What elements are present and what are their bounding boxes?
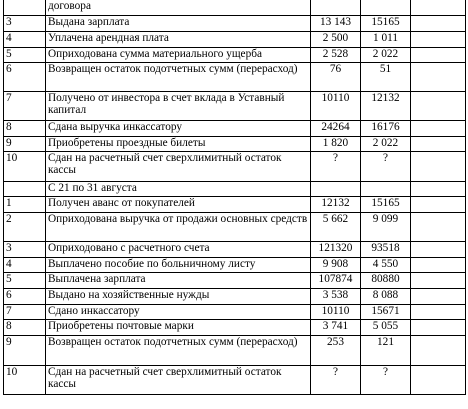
row-number: 8: [4, 121, 46, 137]
row-number: 6: [4, 63, 46, 92]
table-row: [4, 121, 466, 137]
row-description: Оприходована выручка от продажи основных средств: [46, 213, 311, 242]
table-row: [4, 258, 466, 273]
row-description: Выдано на хозяйственные нужды: [46, 289, 311, 305]
table-row: [4, 197, 466, 213]
row-number: 9: [4, 137, 46, 152]
amount-col-b: 4 550: [361, 258, 411, 273]
amount-col-a: ?: [311, 152, 361, 182]
amount-col-b: 121: [361, 336, 411, 366]
amount-col-a: 12132: [311, 197, 361, 213]
row-description: Выдана зарплата: [46, 16, 311, 32]
amount-col-b: 15671: [361, 305, 411, 320]
amount-col-a: ?: [311, 366, 361, 395]
table-row: [4, 152, 466, 182]
empty-cell: [411, 197, 466, 213]
empty-cell: [411, 152, 466, 182]
row-description: Оприходована сумма материального ущерба: [46, 48, 311, 63]
amount-col-a: [311, 182, 361, 197]
table-row: [4, 213, 466, 242]
amount-col-a: 9 908: [311, 258, 361, 273]
amount-col-b: ?: [361, 152, 411, 182]
row-number: 7: [4, 305, 46, 320]
empty-cell: [411, 336, 466, 366]
empty-cell: [411, 182, 466, 197]
row-number: 6: [4, 289, 46, 305]
amount-col-b: 2 022: [361, 137, 411, 152]
empty-cell: [411, 320, 466, 336]
row-number: 9: [4, 336, 46, 366]
table-row: [4, 366, 466, 395]
table-row: [4, 48, 466, 63]
row-description: Выплачена зарплата: [46, 273, 311, 289]
row-number: [4, 0, 46, 16]
amount-col-a: 3 538: [311, 289, 361, 305]
amount-col-b: 9 099: [361, 213, 411, 242]
empty-cell: [411, 137, 466, 152]
amount-col-b: 93518: [361, 242, 411, 258]
table-row: [4, 63, 466, 92]
table-row: [4, 320, 466, 336]
row-description: Приобретены почтовые марки: [46, 320, 311, 336]
row-number: 2: [4, 213, 46, 242]
row-description: Оприходовано с расчетного счета: [46, 242, 311, 258]
section-header-row: [4, 182, 466, 197]
row-description: Возвращен остаток подотчетных сумм (перерасход): [46, 63, 311, 92]
row-description: Уплачена арендная плата: [46, 32, 311, 48]
row-number: 5: [4, 48, 46, 63]
amount-col-a: 13 143: [311, 16, 361, 32]
table-row: [4, 273, 466, 289]
row-description: Выплачено пособие по больничному листу: [46, 258, 311, 273]
table-row: [4, 336, 466, 366]
row-description: Сдано инкассатору: [46, 305, 311, 320]
row-description: договора: [46, 0, 311, 16]
amount-col-b: 2 022: [361, 48, 411, 63]
amount-col-b: 15165: [361, 16, 411, 32]
amount-col-a: 10110: [311, 305, 361, 320]
amount-col-b: 1 011: [361, 32, 411, 48]
row-number: 3: [4, 242, 46, 258]
amount-col-a: 253: [311, 336, 361, 366]
table-row: [4, 242, 466, 258]
empty-cell: [411, 258, 466, 273]
empty-cell: [411, 32, 466, 48]
amount-col-b: [361, 0, 411, 16]
amount-col-b: 80880: [361, 273, 411, 289]
table-row: [4, 289, 466, 305]
table-row: [4, 16, 466, 32]
amount-col-a: 107874: [311, 273, 361, 289]
row-description: Получен аванс от покупателей: [46, 197, 311, 213]
row-number: 3: [4, 16, 46, 32]
empty-cell: [411, 305, 466, 320]
empty-cell: [411, 289, 466, 305]
amount-col-a: 2 528: [311, 48, 361, 63]
amount-col-b: 12132: [361, 92, 411, 121]
row-description: Приобретены проездные билеты: [46, 137, 311, 152]
row-number: 4: [4, 32, 46, 48]
empty-cell: [411, 213, 466, 242]
empty-cell: [411, 48, 466, 63]
amount-col-a: 1 820: [311, 137, 361, 152]
row-number: [4, 182, 46, 197]
amount-col-a: 3 741: [311, 320, 361, 336]
amount-col-a: 10110: [311, 92, 361, 121]
row-number: 4: [4, 258, 46, 273]
amount-col-a: 76: [311, 63, 361, 92]
row-number: 8: [4, 320, 46, 336]
transactions-table: [3, 0, 466, 395]
amount-col-b: ?: [361, 366, 411, 395]
empty-cell: [411, 242, 466, 258]
row-description: Сдан на расчетный счет сверхлимитный остаток кассы: [46, 152, 311, 182]
empty-cell: [411, 366, 466, 395]
row-number: 5: [4, 273, 46, 289]
transactions-table-body: [4, 0, 466, 395]
table-row: [4, 137, 466, 152]
row-number: 7: [4, 92, 46, 121]
row-number: 10: [4, 366, 46, 395]
amount-col-a: 24264: [311, 121, 361, 137]
empty-cell: [411, 0, 466, 16]
empty-cell: [411, 16, 466, 32]
amount-col-a: 2 500: [311, 32, 361, 48]
amount-col-a: 5 662: [311, 213, 361, 242]
amount-col-a: [311, 0, 361, 16]
table-row: [4, 32, 466, 48]
section-title: С 21 по 31 августа: [46, 182, 311, 197]
row-description: Получено от инвестора в счет вклада в Уставный капитал: [46, 92, 311, 121]
amount-col-b: 16176: [361, 121, 411, 137]
table-row: [4, 305, 466, 320]
amount-col-b: 51: [361, 63, 411, 92]
empty-cell: [411, 63, 466, 92]
amount-col-a: 121320: [311, 242, 361, 258]
table-row: [4, 92, 466, 121]
amount-col-b: 5 055: [361, 320, 411, 336]
empty-cell: [411, 121, 466, 137]
empty-cell: [411, 273, 466, 289]
row-description: Сдан на расчетный счет сверхлимитный остаток кассы: [46, 366, 311, 395]
amount-col-b: 8 088: [361, 289, 411, 305]
table-row: [4, 0, 466, 16]
row-description: Сдана выручка инкассатору: [46, 121, 311, 137]
row-number: 10: [4, 152, 46, 182]
amount-col-b: [361, 182, 411, 197]
row-number: 1: [4, 197, 46, 213]
row-description: Возвращен остаток подотчетных сумм (перерасход): [46, 336, 311, 366]
amount-col-b: 15165: [361, 197, 411, 213]
empty-cell: [411, 92, 466, 121]
